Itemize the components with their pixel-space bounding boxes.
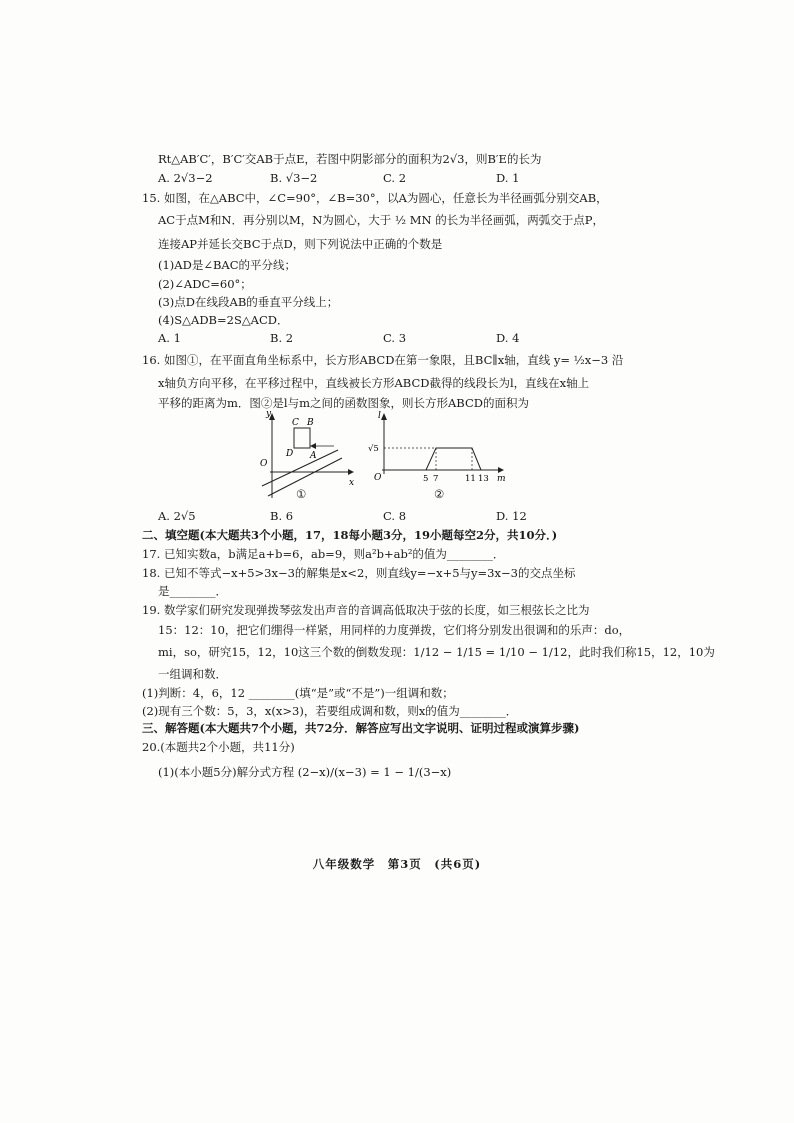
q19-line-4: 一组调和数．	[158, 667, 227, 681]
q19-sub-2: (2)现有三个数：5，3，x(x>3)，若要组成调和数，则x的值为________．	[142, 704, 518, 718]
q15-option-a[interactable]: A. 1	[158, 331, 181, 345]
translation-arrow-head	[310, 443, 316, 449]
q18-line-1: 18. 已知不等式−x+5>3x−3的解集是x<2，则直线y=−x+5与y=3x−3的交点坐标	[142, 566, 576, 580]
q19-line-3: mi，so，研究15，12，10这三个数的倒数发现：1/12 − 1/15 = 1/10 − 1/12，此时我们称15，12，10为	[158, 645, 715, 659]
fig1-y-label: y	[266, 410, 272, 419]
q17: 17. 已知实数a，b满足a+b=6，ab=9，则a²b+ab²的值为________．	[142, 547, 505, 561]
m-axis-arrow	[498, 467, 504, 473]
fig2-xtick-13: 13	[478, 474, 489, 484]
fig1-caption: ①	[296, 487, 307, 501]
fig2-y-label: l	[378, 411, 381, 421]
fig1-d-label: D	[286, 449, 294, 459]
q15-option-b[interactable]: B. 2	[270, 331, 294, 345]
fig1-b-label: B	[307, 418, 314, 428]
fig1-c-label: C	[292, 418, 299, 428]
q15-statement-1: (1)AD是∠BAC的平分线；	[158, 258, 297, 272]
section-2-heading: 二、填空题(本大题共3个小题，17，18每小题3分，19小题每空2分，共10分．)	[142, 528, 558, 542]
q15-line-2: AC于点M和N．再分别以M，N为圆心，大于 ½ MN 的长为半径画弧，两弧交于点P，	[158, 213, 604, 227]
fig1-a-label: A	[310, 451, 317, 461]
q14-option-b[interactable]: B. √3−2	[270, 171, 318, 185]
q15-option-c[interactable]: C. 3	[383, 331, 407, 345]
q14-option-c[interactable]: C. 2	[383, 171, 407, 185]
fig2-xtick-11: 11	[465, 474, 476, 484]
q16-line-3: 平移的距离为m．图②是l与m之间的函数图象，则长方形ABCD的面积为	[158, 396, 529, 410]
q19-sub-1: (1)判断：4，6，12 ________(填“是”或“不是”)一组调和数；	[142, 686, 454, 700]
fig2-ytick-label: √5	[368, 444, 379, 454]
rectangle-abcd	[294, 428, 310, 448]
q14-option-d[interactable]: D. 1	[496, 171, 520, 185]
q15-line-1: 15. 如图，在△ABC中，∠C=90°，∠B=30°，以A为圆心，任意长为半径画弧分别交AB，	[142, 191, 608, 205]
l-axis-arrow	[381, 413, 387, 420]
q14-option-a[interactable]: A. 2√3−2	[158, 171, 213, 185]
page-footer: 八年级数学 第3页 (共6页)	[312, 857, 482, 871]
q19-line-2: 15：12：10，把它们绷得一样紧，用同样的力度弹拨，它们将分别发出很调和的乐声：do，	[158, 623, 631, 637]
q16-line-1: 16. 如图①，在平面直角坐标系中，长方形ABCD在第一象限，且BC∥x轴，直线 y= ½x−3 沿	[142, 353, 624, 367]
q14-line: Rt△AB′C′，B′C′交AB于点E，若图中阴影部分的面积为2√3，则B′E的长为	[158, 152, 542, 166]
fig2-xtick-7: 7	[433, 474, 439, 484]
fig2-origin-label: O	[374, 473, 382, 483]
line-translating	[262, 450, 338, 486]
function-graph	[426, 448, 481, 470]
x-axis-arrow	[348, 469, 354, 475]
fig2-caption: ②	[434, 487, 445, 501]
q19-line-1: 19. 数学家们研究发现弹拨琴弦发出声音的音调高低取决于弦的长度，如三根弦长之比为	[142, 603, 590, 617]
q15-statement-3: (3)点D在线段AB的垂直平分线上；	[158, 295, 339, 309]
q16-option-d[interactable]: D. 12	[496, 509, 527, 523]
fig1-origin-label: O	[260, 459, 268, 469]
q20-sub-1: (1)(本小题5分)解分式方程 (2−x)/(x−3) = 1 − 1/(3−x)	[158, 765, 452, 779]
q16-option-a[interactable]: A. 2√5	[158, 509, 196, 523]
figure-2-function-graph	[366, 410, 516, 492]
q15-line-3: 连接AP并延长交BC于点D，则下列说法中正确的个数是	[158, 237, 443, 251]
fig2-xtick-5: 5	[423, 474, 429, 484]
q20-heading: 20.(本题共2个小题，共11分)	[142, 740, 295, 754]
q15-option-d[interactable]: D. 4	[496, 331, 520, 345]
q16-line-2: x轴负方向平移，在平移过程中，直线被长方形ABCD截得的线段长为l，直线在x轴上	[158, 376, 590, 390]
fig2-x-label: m	[497, 474, 506, 484]
q18-line-2: 是________．	[158, 584, 227, 598]
q16-option-b[interactable]: B. 6	[270, 509, 294, 523]
q15-statement-2: (2)∠ADC=60°；	[158, 277, 252, 291]
fig1-x-label: x	[349, 478, 355, 488]
section-3-heading: 三、解答题(本大题共7个小题，共72分．解答应写出文字说明、证明过程或演算步骤)	[142, 721, 580, 735]
q16-option-c[interactable]: C. 8	[383, 509, 407, 523]
q15-statement-4: (4)S△ADB=2S△ACD．	[158, 313, 289, 327]
